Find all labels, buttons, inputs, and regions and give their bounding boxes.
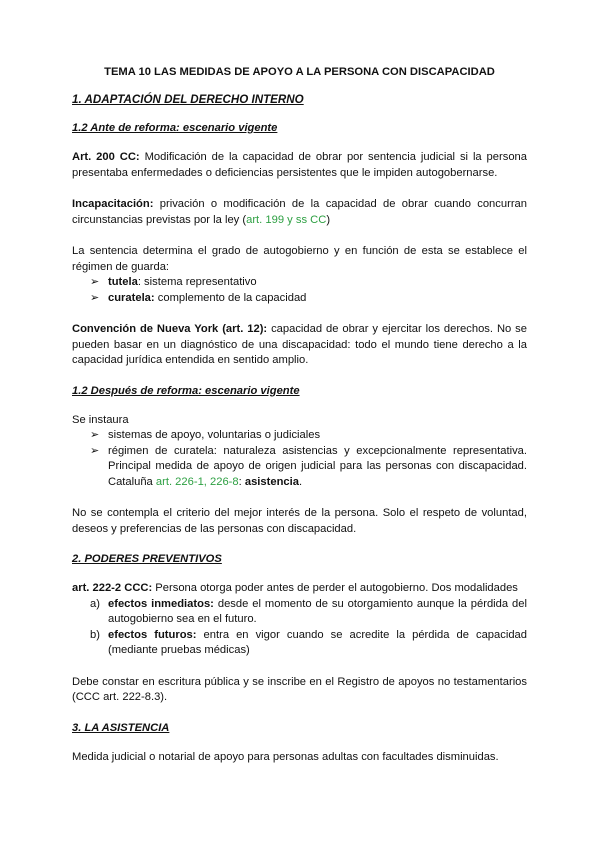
arrow-icon: ➢ [90, 444, 100, 457]
list-item [72, 628, 527, 659]
tutela-label: tutela [108, 276, 138, 288]
cataluna-ref: art. 226-1, 226-8 [155, 475, 239, 488]
arrow-icon: ➢ [90, 276, 100, 288]
paragraph-art-222-2 [72, 581, 527, 597]
modalidades-list [72, 597, 527, 659]
efectos-inmediatos-text: desde el momento de su otorgamiento aunque la pérdida del autogobierno sea en el futuro. [108, 597, 527, 625]
paragraph-convencion [72, 322, 527, 369]
list-item [72, 597, 527, 628]
section-1-heading: 1. ADAPTACIÓN DEL DERECHO INTERNO [72, 93, 304, 106]
list-item [72, 291, 527, 307]
list-marker: a) [90, 597, 100, 610]
incapacitacion-label: Incapacitación: [72, 198, 154, 210]
list-marker: b) [90, 628, 100, 641]
section-1-2-heading-after: 1.2 Después de reforma: escenario vigente [72, 384, 300, 397]
paragraph-mejor-interes: No se contempla el criterio del mejor interés de la persona. Solo el respeto de voluntad, deseos y preferencias de las personas con discapacidad. [72, 507, 527, 535]
incapacitacion-ref: art. 199 y ss CC [246, 213, 327, 226]
incapacitacion-end: ) [326, 213, 331, 226]
section-2-heading: 2. PODERES PREVENTIVOS [72, 553, 222, 565]
art-200-text: Modificación de la capacidad de obrar por sentencia judicial si la persona presentaba enfermedades o deficiencias persistentes que le impiden autogobernarse. [72, 151, 527, 179]
sistemas-apoyo-text: sistemas de apoyo, voluntarias o judiciales [108, 429, 321, 441]
art-200-label: Art. 200 CC: [72, 151, 140, 163]
incapacitacion-text: privación o modificación de la capacidad de obrar cuando concurran circunstancias previstas por la ley ( [72, 198, 527, 226]
asistencia-label: asistencia [244, 475, 299, 488]
arrow-icon: ➢ [90, 291, 100, 304]
section-1-2-heading-before: 1.2 Ante de reforma: escenario vigente [72, 122, 278, 134]
art-222-2-label: art. 222-2 CCC: [72, 582, 153, 594]
paragraph-se-instaura: Se instaura [72, 413, 129, 426]
paragraph-incapacitacion [72, 197, 527, 228]
art-222-2-text: Persona otorga poder antes de perder el autogobierno. Dos modalidades [152, 582, 518, 594]
document-page [72, 66, 527, 781]
section-3-heading: 3. LA ASISTENCIA [72, 721, 170, 734]
paragraph-escritura: Debe constar en escritura pública y se inscribe en el Registro de apoyos no testamentarios (CCC art. 222-8.3). [72, 675, 527, 703]
convencion-label: Convención de Nueva York (art. 12): [72, 323, 268, 335]
paragraph-art-200 [72, 150, 527, 181]
efectos-futuros-label: efectos futuros: [108, 628, 197, 641]
efectos-futuros-text: entra en vigor cuando se acredite la pérdida de capacidad (mediante pruebas médicas) [108, 628, 527, 656]
instaura-list [72, 428, 527, 490]
document-title: TEMA 10 LAS MEDIDAS DE APOYO A LA PERSONA CON DISCAPACIDAD [104, 66, 495, 78]
arrow-icon: ➢ [90, 429, 100, 441]
curatela-regimen-text: régimen de curatela: naturaleza asistencias y excepcionalmente representativa. Principal medida de apoyo de origen judicial para las personas con discapacidad. Cataluña [108, 444, 527, 488]
cataluna-end: . [298, 475, 303, 488]
list-item [72, 428, 527, 444]
curatela-label: curatela: [108, 291, 155, 304]
convencion-text: capacidad de obrar y ejercitar los derechos. No se pueden basar en un diagnóstico de una discapacidad: todo el mundo tiene derecho a la capacidad jurídica entendida en sentido amplio. [72, 323, 527, 366]
efectos-inmediatos-label: efectos inmediatos: [108, 597, 214, 610]
paragraph-asistencia: Medida judicial o notarial de apoyo para personas adultas con facultades disminuidas. [72, 750, 499, 763]
tutela-text: : sistema representativo [137, 276, 257, 288]
paragraph-sentencia: La sentencia determina el grado de autogobierno y en función de esta se establece el régimen de guarda: [72, 245, 527, 273]
list-item [72, 275, 527, 291]
cataluna-sep: : [238, 475, 245, 488]
list-item [72, 444, 527, 491]
curatela-text: complemento de la capacidad [154, 291, 307, 304]
guarda-list [72, 275, 527, 306]
